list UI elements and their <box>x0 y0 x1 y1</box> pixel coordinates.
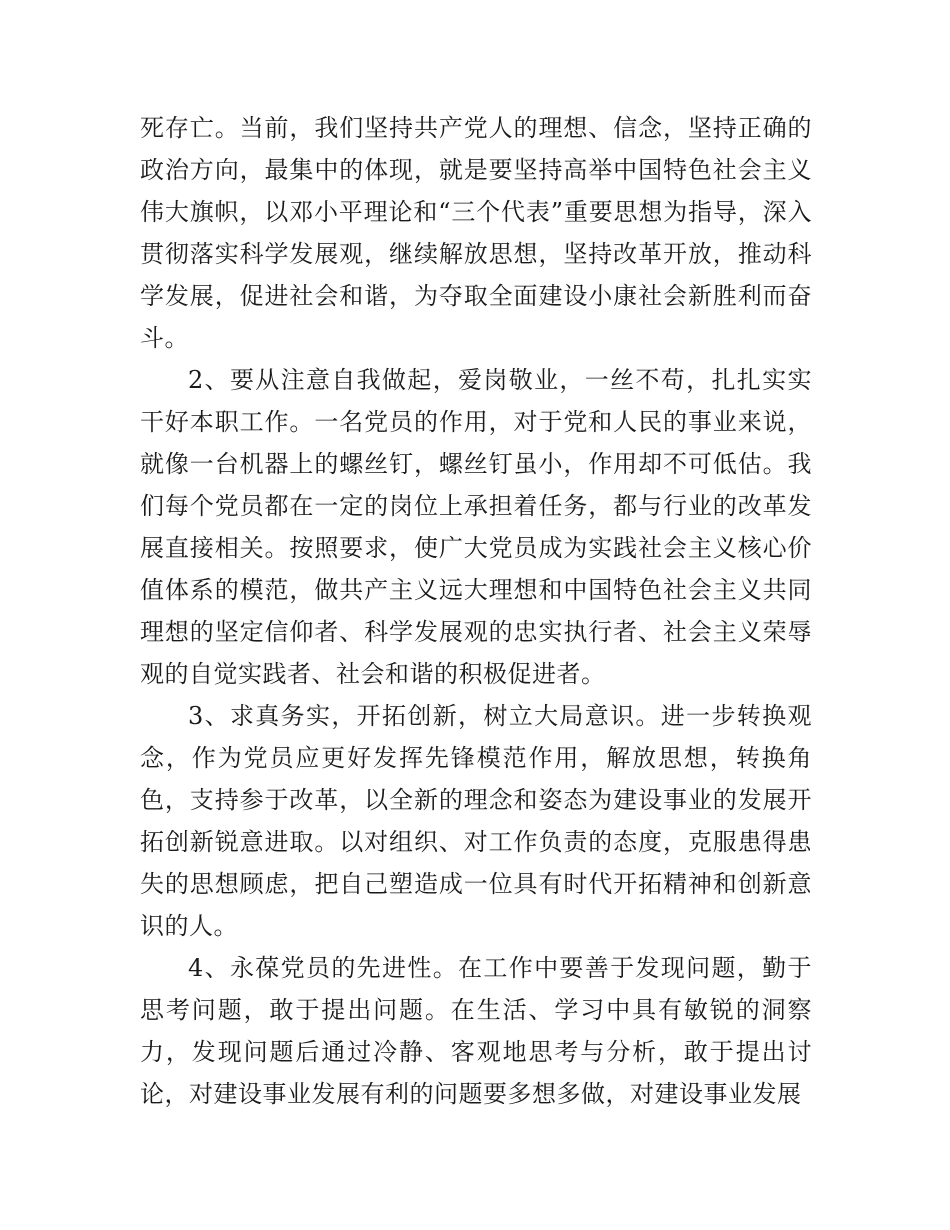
paragraph-item-4: 4、永葆党员的先进性。在工作中要善于发现问题，勤于思考问题，敢于提出问题。在生活、学习中具有敏锐的洞察力，发现问题后通过冷静、客观地思考与分析，敢于提出讨论，对建设事业发展有利的问题要多想多做，对建设事业发展 <box>140 954 812 1108</box>
document-body <box>140 107 812 1115</box>
paragraph-item-3: 3、求真务实，开拓创新，树立大局意识。进一步转换观念，作为党员应更好发挥先锋模范作用，解放思想，转换角色，支持参于改革，以全新的理念和姿态为建设事业的发展开拓创新锐意进取。以对组织、对工作负责的态度，克服患得患失的思想顾虑，把自己塑造成一位具有时代开拓精神和创新意识的人。 <box>140 702 812 940</box>
paragraph-item-2: 2、要从注意自我做起，爱岗敬业，一丝不苟，扎扎实实干好本职工作。一名党员的作用，对于党和人民的事业来说，就像一台机器上的螺丝钉，螺丝钉虽小，作用却不可低估。我们每个党员都在一定的岗位上承担着任务，都与行业的改革发展直接相关。按照要求，使广大党员成为实践社会主义核心价值体系的模范，做共产主义远大理想和中国特色社会主义共同理想的坚定信仰者、科学发展观的忠实执行者、社会主义荣辱观的自觉实践者、社会和谐的积极促进者。 <box>140 366 812 688</box>
paragraph-continuation: 死存亡。当前，我们坚持共产党人的理想、信念，坚持正确的政治方向，最集中的体现，就是要坚持高举中国特色社会主义伟大旗帜，以邓小平理论和“三个代表”重要思想为指导，深入贯彻落实科学发展观，继续解放思想，坚持改革开放，推动科学发展，促进社会和谐，为夺取全面建设小康社会新胜利而奋斗。 <box>140 114 812 352</box>
